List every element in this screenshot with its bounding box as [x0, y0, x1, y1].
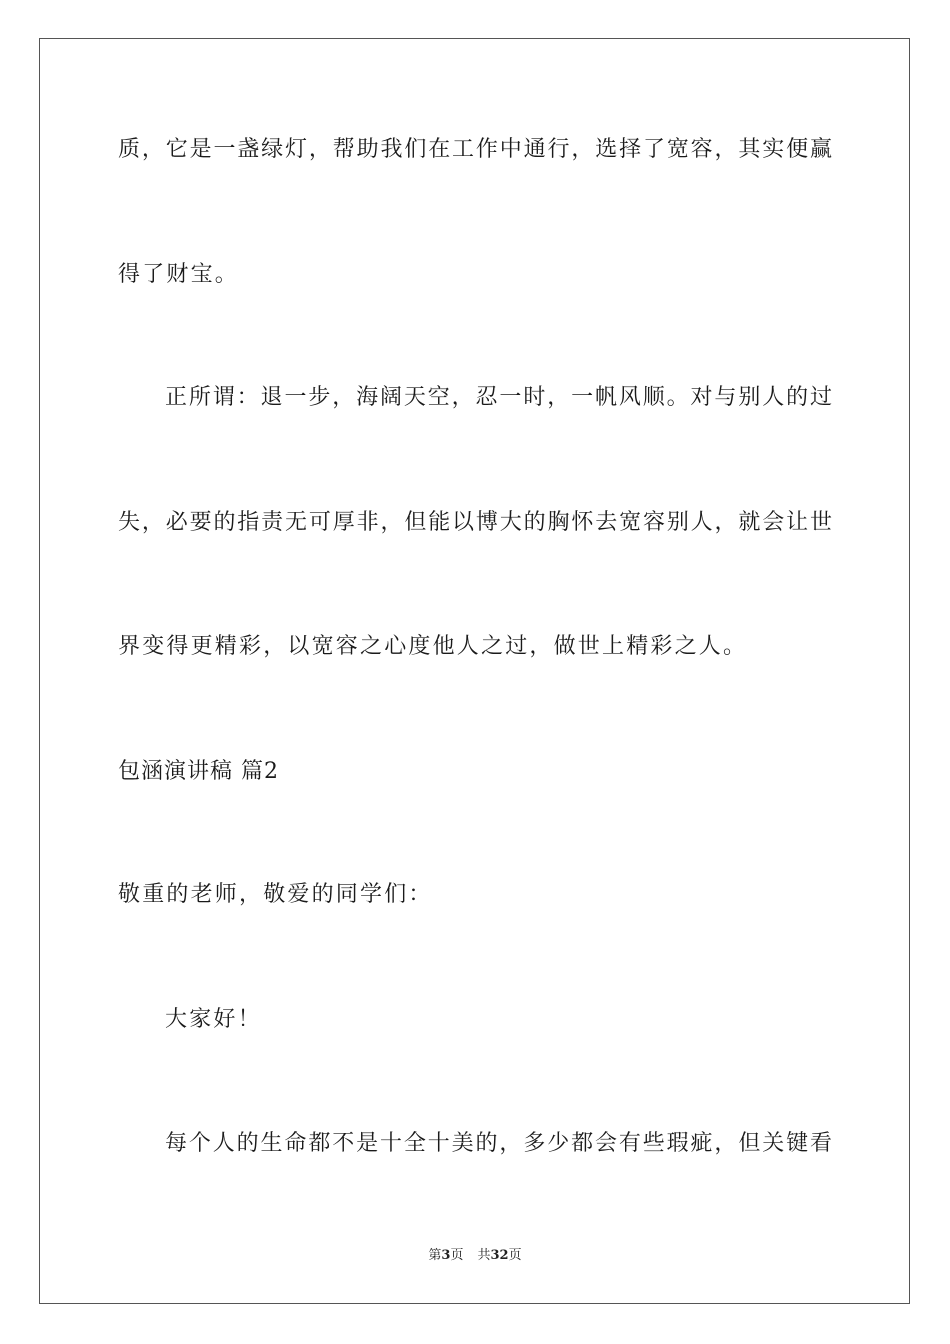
- paragraph-line-5: 界变得更精彩，以宽容之心度他人之过，做世上精彩之人。: [118, 634, 748, 659]
- page-border: [39, 38, 910, 1304]
- page-prefix: 第: [428, 1248, 442, 1263]
- total-suffix: 页: [508, 1248, 522, 1263]
- paragraph-line-4: 失，必要的指责无可厚非，但能以博大的胸怀去宽容别人，就会让世: [118, 510, 832, 535]
- page-suffix: 页: [450, 1248, 464, 1263]
- section-heading: 包涵演讲稿 篇2: [118, 759, 279, 784]
- greeting-line: 大家好！: [165, 1007, 262, 1032]
- page-number: 3: [441, 1248, 451, 1263]
- salutation-line: 敬重的老师，敬爱的同学们：: [118, 882, 433, 907]
- total-pages: 32: [490, 1248, 509, 1263]
- paragraph-line-1: 质，它是一盏绿灯，帮助我们在工作中通行，选择了宽容，其实便赢: [118, 137, 832, 162]
- total-prefix: 共: [477, 1248, 491, 1263]
- paragraph-line-3: 正所谓：退一步，海阔天空，忍一时，一帆风顺。对与别人的过: [165, 385, 832, 410]
- paragraph-line-9: 每个人的生命都不是十全十美的，多少都会有些瑕疵，但关键看: [165, 1131, 832, 1156]
- paragraph-line-2: 得了财宝。: [118, 262, 240, 287]
- page-footer: [0, 1246, 950, 1266]
